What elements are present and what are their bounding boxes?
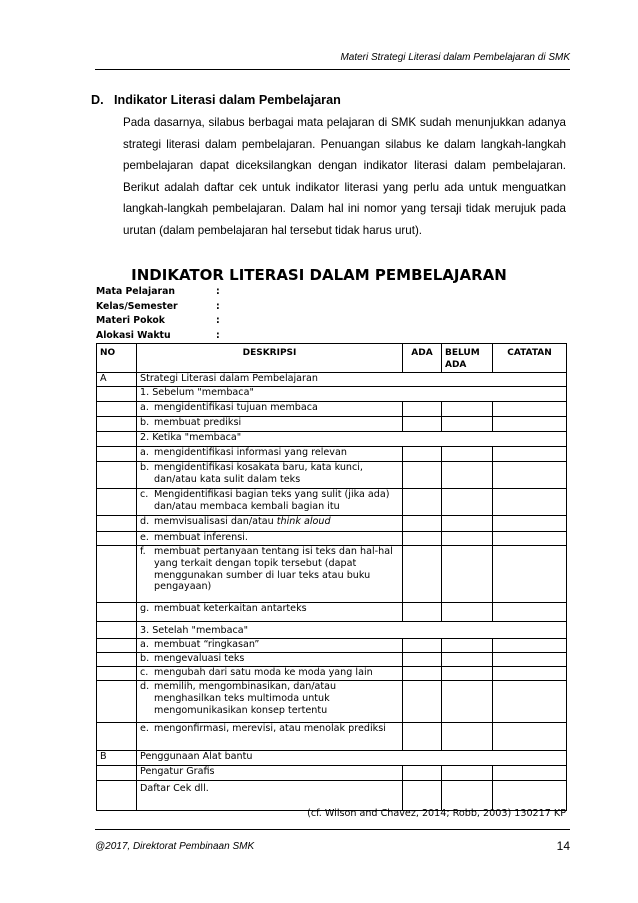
ada-checkbox[interactable] [403,781,442,811]
indicator-cell [137,667,403,681]
table-row [97,639,567,653]
stage-title: 2. Ketika "membaca" [137,432,567,447]
item-text: mengonfirmasi, merevisi, atau menolak prediksi [154,723,386,734]
belum-ada-checkbox[interactable] [442,603,493,622]
catatan-field[interactable] [493,532,567,546]
table-row [97,667,567,681]
meta-colon: : [216,315,220,326]
table-row [97,751,567,766]
catatan-field[interactable] [493,681,567,723]
item-label: b. [140,653,150,664]
ada-checkbox[interactable] [403,546,442,603]
ada-checkbox[interactable] [403,667,442,681]
page-number: 14 [556,839,570,853]
item-text: mengevaluasi teks [154,653,245,664]
indicator-cell [137,417,403,432]
ada-checkbox[interactable] [403,603,442,622]
item-label: d. [140,681,150,692]
empty-cell [97,622,137,639]
belum-ada-checkbox[interactable] [442,462,493,489]
meta-row-subject [96,285,220,300]
item-label: e. [140,532,149,543]
item-label: g. [140,603,150,614]
meta-label: Kelas/Semester [96,300,178,312]
item-text: membuat inferensi. [154,532,248,543]
table-row [97,603,567,622]
belum-ada-checkbox[interactable] [442,417,493,432]
ada-checkbox[interactable] [403,639,442,653]
catatan-field[interactable] [493,489,567,516]
indicator-cell [137,603,403,622]
table-row [97,546,567,603]
catatan-field[interactable] [493,766,567,781]
section-letter: D. [91,93,104,107]
empty-cell [97,417,137,432]
belum-ada-checkbox[interactable] [442,516,493,532]
row-description: Strategi Literasi dalam Pembelajaran [137,373,567,387]
empty-cell [97,639,137,653]
item-label: b. [140,417,150,428]
table-row [97,387,567,402]
item-label: c. [140,489,149,500]
table-row [97,681,567,723]
ada-checkbox[interactable] [403,417,442,432]
item-text-plain: memvisualisasi dan/atau [154,516,277,527]
belum-ada-checkbox[interactable] [442,447,493,462]
catatan-field[interactable] [493,667,567,681]
indicator-cell [137,532,403,546]
header-rule [95,69,570,70]
table-row [97,417,567,432]
section-title: Indikator Literasi dalam Pembelajaran [114,93,341,107]
ada-checkbox[interactable] [403,653,442,667]
meta-label: Materi Pokok [96,315,165,326]
belum-ada-checkbox[interactable] [442,667,493,681]
tool-item: Pengatur Grafis [137,766,403,781]
belum-ada-checkbox[interactable] [442,532,493,546]
indicator-cell [137,681,403,723]
belum-ada-checkbox[interactable] [442,489,493,516]
meta-label: Mata Pelajaran [96,286,175,297]
catatan-field[interactable] [493,653,567,667]
empty-cell [97,432,137,447]
empty-cell [97,681,137,723]
item-label: a. [140,402,149,413]
stage-title: 1. Sebelum "membaca" [137,387,567,402]
indicator-table [96,343,567,811]
row-number: B [97,751,137,766]
checklist-title: INDIKATOR LITERASI DALAM PEMBELAJARAN [131,266,507,284]
ada-checkbox[interactable] [403,723,442,751]
header-description: DESKRIPSI [137,344,403,373]
belum-ada-checkbox[interactable] [442,681,493,723]
item-text: membuat pertanyaan tentang isi teks dan hal-hal yang terkait dengan topik tersebut (dapat menggunakan sumber di luar teks atau buku pengayaan) [154,546,393,593]
meta-colon: : [216,286,220,297]
indicator-cell [137,639,403,653]
item-text [154,516,399,528]
table-row [97,766,567,781]
meta-row-time [96,329,220,344]
catatan-field[interactable] [493,603,567,622]
indicator-cell [137,516,403,532]
header-belum-ada: BELUM ADA [442,344,493,373]
item-text: membuat “ringkasan” [154,639,260,650]
header-catatan: CATATAN [493,344,567,373]
table-row [97,653,567,667]
table-row [97,447,567,462]
empty-cell [97,532,137,546]
ada-checkbox[interactable] [403,532,442,546]
header-no: NO [97,344,137,373]
ada-checkbox[interactable] [403,489,442,516]
item-label: b. [140,462,150,473]
meta-row-class [96,300,220,315]
indicator-cell [137,462,403,489]
empty-cell [97,667,137,681]
empty-cell [97,387,137,402]
belum-ada-checkbox[interactable] [442,766,493,781]
belum-ada-checkbox[interactable] [442,546,493,603]
indicator-cell [137,723,403,751]
meta-label: Alokasi Waktu [96,329,171,341]
ada-checkbox[interactable] [403,681,442,723]
ada-checkbox[interactable] [403,447,442,462]
catatan-field[interactable] [493,447,567,462]
table-row [97,489,567,516]
empty-cell [97,489,137,516]
table-row [97,373,567,387]
item-label: d. [140,516,150,527]
stage-title: 3. Setelah "membaca" [137,622,567,639]
ada-checkbox[interactable] [403,462,442,489]
table-row [97,781,567,811]
belum-ada-checkbox[interactable] [442,653,493,667]
empty-cell [97,402,137,417]
table-row [97,532,567,546]
empty-cell [97,766,137,781]
footer-copyright: @2017, Direktorat Pembinaan SMK [95,841,255,852]
table-row [97,516,567,532]
empty-cell [97,653,137,667]
indicator-cell [137,447,403,462]
footer-rule [95,829,570,830]
ada-checkbox[interactable] [403,516,442,532]
empty-cell [97,723,137,751]
source-citation: (cf. Wilson and Chavez, 2014; Robb, 2003) 130217 KP [307,808,566,819]
item-label: c. [140,667,149,678]
item-text: mengidentifikasi informasi yang relevan [154,447,347,458]
belum-ada-checkbox[interactable] [442,723,493,751]
table-row [97,402,567,417]
belum-ada-checkbox[interactable] [442,781,493,811]
catatan-field[interactable] [493,462,567,489]
item-text: mengubah dari satu moda ke moda yang lain [154,667,373,678]
item-label: f. [140,546,146,557]
empty-cell [97,546,137,603]
item-text: mengidentifikasi kosakata baru, kata kunci, dan/atau kata sulit dalam teks [154,462,363,485]
catatan-field[interactable] [493,402,567,417]
indicator-cell [137,489,403,516]
meta-colon: : [216,329,220,341]
indicator-cell [137,402,403,417]
meta-fields [96,285,220,343]
table-row [97,622,567,639]
catatan-field[interactable] [493,546,567,603]
row-number: A [97,373,137,387]
catatan-field[interactable] [493,417,567,432]
item-label: a. [140,639,149,650]
empty-cell [97,781,137,811]
empty-cell [97,516,137,532]
empty-cell [97,447,137,462]
item-text-italic: think aloud [276,516,331,527]
catatan-field[interactable] [493,516,567,532]
table-header-row [97,344,567,373]
belum-ada-checkbox[interactable] [442,402,493,417]
table-row [97,462,567,489]
catatan-field[interactable] [493,723,567,751]
section-heading [91,93,341,107]
empty-cell [97,603,137,622]
table-row [97,432,567,447]
intro-paragraph: Pada dasarnya, silabus berbagai mata pelajaran di SMK sudah menunjukkan adanya strategi literasi dalam pembelajaran. Penuangan silabus ke dalam langkah-langkah pembelajaran dapat diceksilangkan dengan indikator literasi dalam pembelajaran. Berikut adalah daftar cek untuk indikator literasi yang perlu ada untuk menguatkan langkah-langkah pembelajaran. Dalam hal ini nomor yang tersaji tidak merujuk pada urutan (dalam pembelajaran hal tersebut tidak harus urut). [123,116,566,237]
tool-item: Daftar Cek dll. [137,781,403,811]
header-ada: ADA [403,344,442,373]
row-description: Penggunaan Alat bantu [137,751,567,766]
catatan-field[interactable] [493,639,567,653]
item-text: membuat keterkaitan antarteks [154,603,307,614]
belum-ada-checkbox[interactable] [442,639,493,653]
ada-checkbox[interactable] [403,766,442,781]
item-text: Mengidentifikasi bagian teks yang sulit (jika ada) dan/atau membaca kembali bagian itu [154,489,390,512]
running-header: Materi Strategi Literasi dalam Pembelajaran di SMK [340,52,570,63]
ada-checkbox[interactable] [403,402,442,417]
item-label: e. [140,723,149,734]
table-row [97,723,567,751]
item-label: a. [140,447,149,458]
empty-cell [97,462,137,489]
catatan-field[interactable] [493,781,567,811]
item-text: mengidentifikasi tujuan membaca [154,402,318,413]
item-text: membuat prediksi [154,417,242,428]
indicator-cell [137,653,403,667]
meta-colon: : [216,300,220,312]
meta-row-topic [96,314,220,329]
item-text: memilih, mengombinasikan, dan/atau menghasilkan teks multimoda untuk mengomunikasikan konsep tertentu [154,681,337,716]
indicator-cell [137,546,403,603]
